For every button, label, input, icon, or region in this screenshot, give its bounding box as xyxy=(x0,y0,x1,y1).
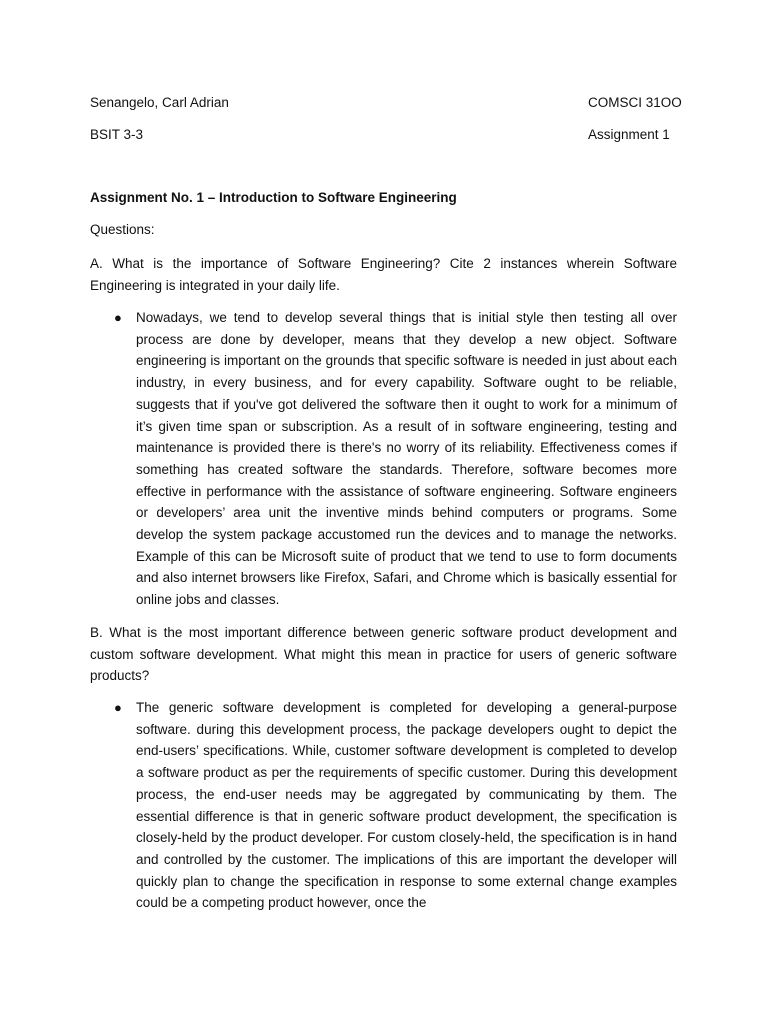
assignment-label: Assignment 1 xyxy=(588,127,670,142)
answer-a xyxy=(90,307,677,611)
assignment-title: Assignment No. 1 – Introduction to Software Engineering xyxy=(90,190,457,205)
answer-b-text: The generic software development is completed for developing a general-purpose software. during this development process, the package developers ought to depict the end-users’ specifications. While, customer software development is completed to develop a software product as per the requirements of specific customer. During this development process, the end-user needs may be aggregated by communicating by them. The essential difference is that in generic software product development, the specification is closely-held by the product developer. For custom closely-held, the specification is in hand and controlled by the customer. The implications of this are important the developer will quickly plan to change the specification in response to some external change examples could be a competing product however, once the xyxy=(136,700,677,911)
question-a: A. What is the importance of Software Engineering? Cite 2 instances wherein Software Engineering is integrated in your daily life. xyxy=(90,256,677,293)
question-b: B. What is the most important difference between generic software product development and custom software development. What might this mean in practice for users of generic software products? xyxy=(90,625,677,684)
answer-b xyxy=(90,697,677,914)
course-code: COMSCI 31OO xyxy=(588,95,682,110)
bullet-icon: ● xyxy=(114,700,122,715)
bullet-icon: ● xyxy=(114,310,122,325)
student-name: Senangelo, Carl Adrian xyxy=(90,95,229,110)
questions-label: Questions: xyxy=(90,222,155,237)
answer-a-text: Nowadays, we tend to develop several things that is initial style then testing all over process are done by developer, means that they develop a new object. Software engineering is important on the grounds that specific software is needed in just about each industry, in every business, and for every capability. Software ought to be reliable, suggests that if you've got delivered the software then it ought to work for a minimum of it’s given time span or subscription. As a result of in software engineering, testing and maintenance is provided there is there's no worry of its reliability. Effectiveness comes if something has created software the standards. Therefore, software becomes more effective in performance with the assistance of software engineering. Software engineers or developers’ area unit the inventive minds behind computers or programs. Some develop the system package accustomed run the devices and to manage the networks. Example of this can be Microsoft suite of product that we tend to use to form documents and also internet browsers like Firefox, Safari, and Chrome which is basically essential for online jobs and classes. xyxy=(136,310,677,608)
student-section: BSIT 3-3 xyxy=(90,127,144,142)
